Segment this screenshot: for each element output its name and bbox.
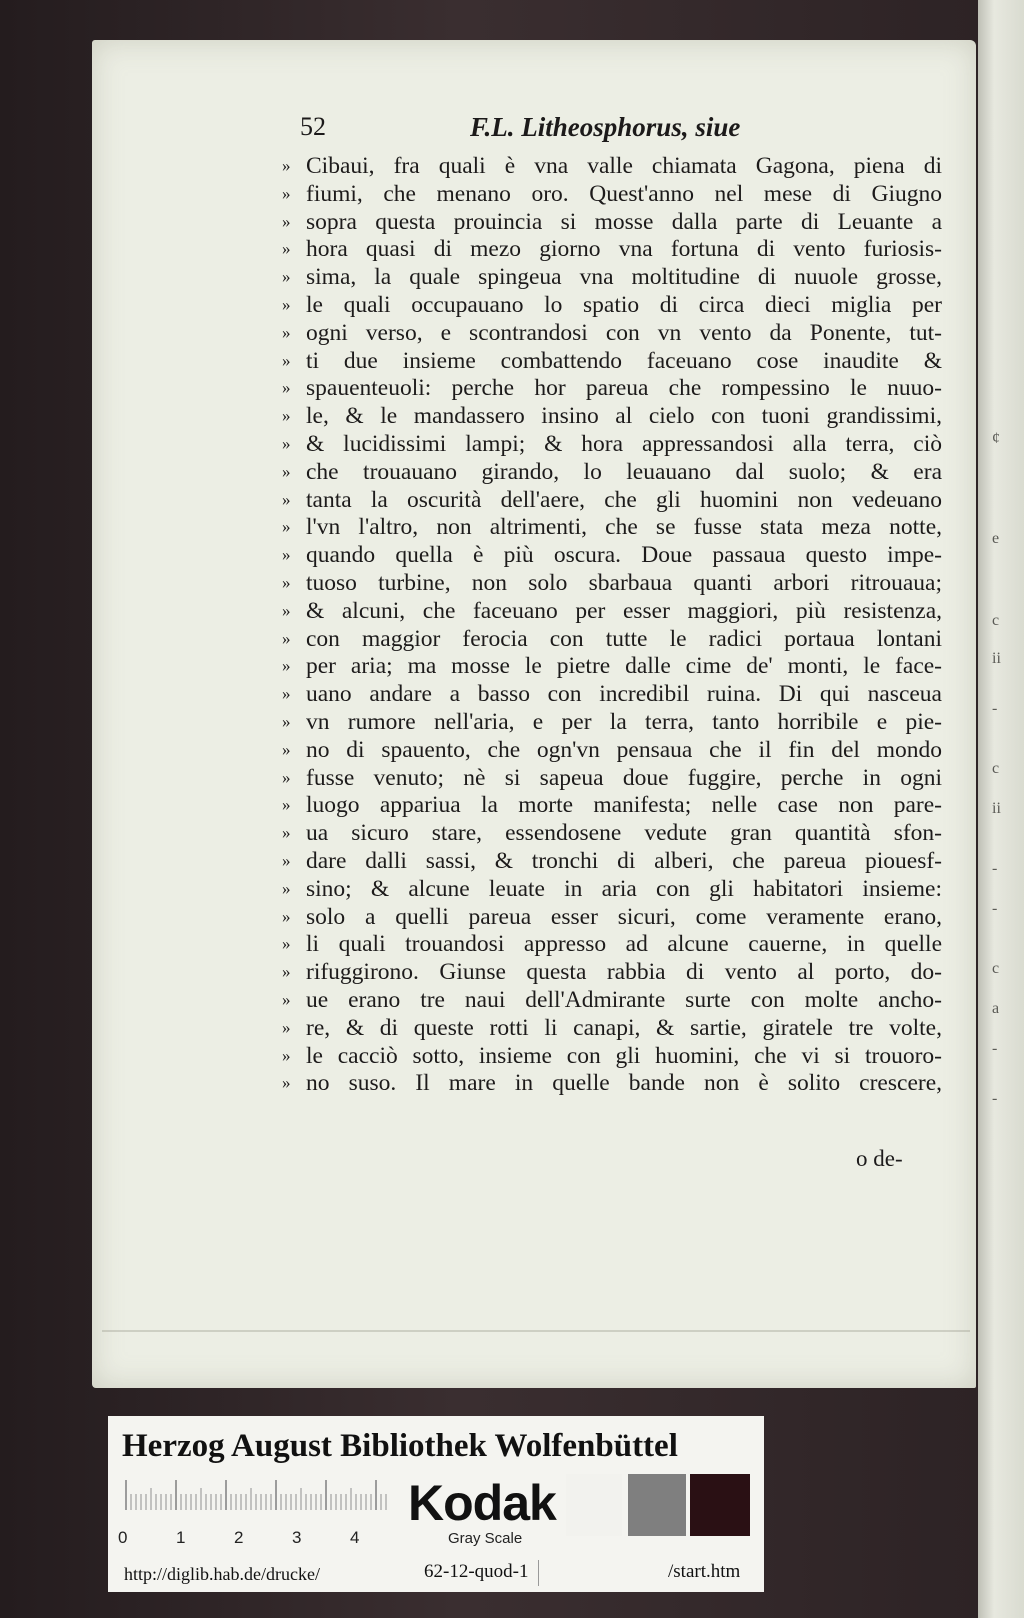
ruler-scale: [124, 1480, 390, 1510]
line-text: ogni verso, e scontrandosi con vn vento da Ponente, tut-: [306, 319, 942, 346]
line-text: fusse venuto; nè si sapeua doue fuggire, perche in ogni: [306, 764, 942, 791]
quotation-mark: »: [282, 656, 291, 676]
text-line: [282, 319, 942, 347]
text-line: [282, 986, 942, 1014]
quotation-mark: »: [282, 684, 291, 704]
url-mid: 62-12-quod-1: [424, 1561, 529, 1582]
quotation-mark: »: [282, 823, 291, 843]
line-text: quando quella è più oscura. Doue passaua questo impe-: [306, 542, 942, 569]
running-head: [300, 112, 770, 152]
text-line: [282, 263, 942, 291]
quotation-mark: »: [282, 1073, 291, 1093]
swatch-black: [690, 1474, 750, 1536]
line-text: re, & di queste rotti li canapi, & sartie, giratele tre volte,: [306, 1014, 942, 1041]
quotation-mark: »: [282, 711, 291, 731]
line-text: uano andare a basso con incredibil ruina. Di qui nasceua: [306, 681, 942, 708]
quotation-mark: »: [282, 433, 291, 453]
text-line: [282, 374, 942, 402]
quotation-mark: »: [282, 378, 291, 398]
line-text: che trouauano girando, lo leuauano dal suolo; & era: [306, 458, 942, 485]
gray-scale-label: Gray Scale: [448, 1530, 523, 1547]
header-title: F.L. Litheosphorus, siue: [470, 112, 741, 142]
line-text: sima, la quale spingeua vna moltitudine di nuuole grosse,: [306, 264, 942, 291]
line-text: per aria; ma mosse le pietre dalle cime de' monti, le face-: [306, 653, 942, 680]
quotation-mark: »: [282, 767, 291, 787]
text-line: [282, 791, 942, 819]
line-text: le, & le mandassero insino al cielo con tuoni grandissimi,: [306, 403, 942, 430]
quotation-mark: »: [282, 934, 291, 954]
quotation-mark: »: [282, 294, 291, 314]
quotation-mark: »: [282, 406, 291, 426]
quotation-mark: »: [282, 267, 291, 287]
line-text: & alcuni, che faceuano per esser maggiori, più resistenza,: [306, 597, 942, 624]
text-line: [282, 652, 942, 680]
text-line: [282, 513, 942, 541]
ruler-number: 0: [118, 1528, 128, 1547]
quotation-mark: »: [282, 1045, 291, 1065]
text-line: [282, 1014, 942, 1042]
catchword: o de-: [856, 1146, 903, 1171]
text-line: [282, 930, 942, 958]
line-text: sino; & alcune leuate in aria con gli habitatori insieme:: [306, 875, 942, 902]
text-line: [282, 458, 942, 486]
line-text: no suso. Il mare in quelle bande non è solito crescere,: [306, 1070, 942, 1097]
swatch-white: [566, 1474, 622, 1536]
line-text: tuoso turbine, non solo sbarbaua quanti arbori ritrouaua;: [306, 569, 942, 596]
line-text: ue erano tre naui dell'Admirante surte con molte ancho-: [306, 986, 942, 1013]
text-line: [282, 569, 942, 597]
text-block: [282, 152, 942, 1097]
text-line: [282, 903, 942, 931]
text-line: [282, 819, 942, 847]
line-text: l'vn l'altro, non altrimenti, che se fusse stata meza notte,: [306, 514, 942, 541]
kodak-logo: Kodak: [408, 1475, 556, 1531]
line-text: con maggior ferocia con tutte le radici portaua lontani: [306, 625, 942, 652]
page-number: 52: [300, 112, 326, 141]
text-line: [282, 875, 942, 903]
quotation-mark: »: [282, 545, 291, 565]
line-text: dare dalli sassi, & tronchi di alberi, che pareua piouesf-: [306, 847, 942, 874]
line-text: le quali occupauano lo spatio di circa dieci miglia per: [306, 291, 942, 318]
line-text: Cibaui, fra quali è vna valle chiamata Gagona, piena di: [306, 153, 942, 179]
next-page-edge: ¢ e c ii - c ii - - c a - -: [978, 0, 1024, 1618]
line-text: rifuggirono. Giunse questa rabbia di vento al porto, do-: [306, 959, 942, 986]
line-text: hora quasi di mezo giorno vna fortuna di vento furiosis-: [306, 236, 942, 263]
text-line: [282, 347, 942, 375]
ruler-numbers: [118, 1528, 378, 1552]
library-name: Herzog August Bibliothek Wolfenbüttel: [122, 1428, 678, 1464]
text-line: [282, 680, 942, 708]
line-text: & lucidissimi lampi; & hora appressandosi alla terra, ciò: [306, 430, 942, 457]
quotation-mark: »: [282, 989, 291, 1009]
text-line: [282, 541, 942, 569]
library-label: [108, 1416, 764, 1592]
text-line: [282, 597, 942, 625]
line-text: sopra questa prouincia si mosse dalla parte di Leuante a: [306, 208, 942, 235]
ruler-number: 4: [350, 1528, 360, 1547]
quotation-mark: »: [282, 1017, 291, 1037]
line-text: vn rumore nell'aria, e per la terra, tanto horribile e pie-: [306, 708, 942, 735]
label-divider: [538, 1560, 539, 1586]
text-line: [282, 1042, 942, 1070]
text-line: [282, 847, 942, 875]
line-text: ti due insieme combattendo faceuano cose inaudite &: [306, 347, 942, 374]
quotation-mark: »: [282, 962, 291, 982]
quotation-mark: »: [282, 489, 291, 509]
line-text: fiumi, che menano oro. Quest'anno nel mese di Giugno: [306, 180, 942, 207]
line-text: ua sicuro stare, essendosene vedute gran quantità sfon-: [306, 820, 942, 847]
url-right: /start.htm: [668, 1561, 741, 1582]
quotation-mark: »: [282, 461, 291, 481]
quotation-mark: »: [282, 739, 291, 759]
quotation-mark: »: [282, 211, 291, 231]
quotation-mark: »: [282, 239, 291, 259]
ruler-number: 2: [234, 1528, 244, 1547]
url-left: http://diglib.hab.de/drucke/: [124, 1564, 320, 1584]
text-line: [282, 708, 942, 736]
text-line: [282, 208, 942, 236]
quotation-mark: »: [282, 628, 291, 648]
line-text: no di spauento, che ogn'vn pensaua che il fin del mondo: [306, 736, 942, 763]
text-line: [282, 180, 942, 208]
ruler-number: 3: [292, 1528, 302, 1547]
quotation-mark: »: [282, 878, 291, 898]
text-line: [282, 291, 942, 319]
line-text: le cacciò sotto, insieme con gli huomini, che vi si trouoro-: [306, 1042, 942, 1069]
quotation-mark: »: [282, 906, 291, 926]
text-line: [282, 625, 942, 653]
line-text: tanta la oscurità dell'aere, che gli huomini non vedeuano: [306, 486, 942, 513]
text-line: [282, 152, 942, 180]
quotation-mark: »: [282, 322, 291, 342]
quotation-mark: »: [282, 572, 291, 592]
text-line: [282, 1069, 942, 1097]
text-line: [282, 402, 942, 430]
quotation-mark: »: [282, 156, 291, 175]
quotation-mark: »: [282, 183, 291, 203]
line-text: li quali trouandosi appresso ad alcune cauerne, in quelle: [306, 931, 942, 958]
line-text: spauenteuoli: perche hor pareua che rompessino le nuuo-: [306, 375, 942, 402]
line-text: luogo appariua la morte manifesta; nelle case non pare-: [306, 792, 942, 819]
text-line: [282, 764, 942, 792]
text-line: [282, 958, 942, 986]
quotation-mark: »: [282, 517, 291, 537]
quotation-mark: »: [282, 600, 291, 620]
text-line: [282, 235, 942, 263]
line-text: solo a quelli pareua esser sicuri, come veramente erano,: [306, 903, 942, 930]
text-line: [282, 486, 942, 514]
text-line: [282, 430, 942, 458]
swatch-gray: [628, 1474, 686, 1536]
quotation-mark: »: [282, 350, 291, 370]
ruler-number: 1: [176, 1528, 186, 1547]
quotation-mark: »: [282, 850, 291, 870]
quotation-mark: »: [282, 795, 291, 815]
text-line: [282, 736, 942, 764]
